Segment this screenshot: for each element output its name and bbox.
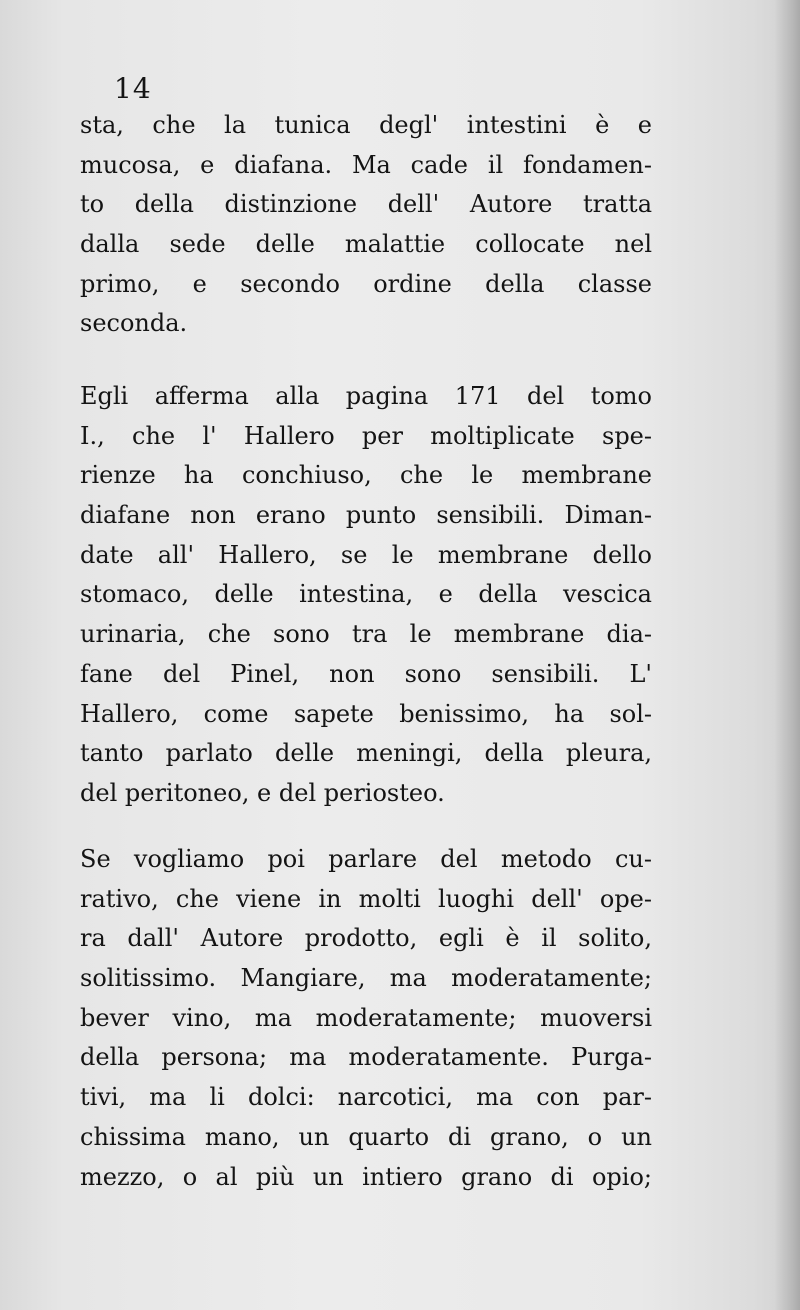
text-line: dalla sede delle malattie collocate nel	[80, 230, 652, 259]
page-number: 14	[114, 72, 152, 105]
text-line: stomaco, delle intestina, e della vescica	[80, 580, 652, 609]
text-line: solitissimo. Mangiare, ma moderatamente;	[80, 964, 652, 993]
text-line: seconda.	[80, 309, 188, 338]
text-line: sta, che la tunica degl' intestini è e	[80, 111, 652, 139]
text-line: mezzo, o al più un intiero grano di opio;	[80, 1162, 652, 1191]
text-line: fane del Pinel, non sono sensibili. L'	[80, 659, 652, 688]
text-line: Se vogliamo poi parlare del metodo cu-	[80, 845, 652, 873]
text-line: urinaria, che sono tra le membrane dia-	[80, 620, 652, 649]
text-line: diafane non erano punto sensibili. Diman-	[80, 501, 652, 530]
paragraph-2	[80, 377, 652, 814]
page-edge-shadow	[774, 0, 800, 1310]
text-line: mucosa, e diafana. Ma cade il fondamen-	[80, 150, 652, 179]
text-line: date all' Hallero, se le membrane dello	[80, 540, 652, 569]
text-line: I., che l' Hallero per moltiplicate spe-	[80, 421, 652, 450]
text-line: primo, e secondo ordine della classe	[80, 269, 652, 298]
text-line: Egli afferma alla pagina 171 del tomo	[80, 382, 652, 410]
text-line: del peritoneo, e del periosteo.	[80, 778, 445, 807]
text-line: tanto parlato delle meningi, della pleura,	[80, 739, 652, 768]
text-line: ra dall' Autore prodotto, egli è il solito,	[80, 924, 652, 953]
text-line: bever vino, ma moderatamente; muoversi	[80, 1003, 652, 1032]
text-line: tivi, ma li dolci: narcotici, ma con par-	[80, 1083, 652, 1112]
text-line: chissima mano, un quarto di grano, o un	[80, 1122, 652, 1151]
text-line: rativo, che viene in molti luoghi dell' ope-	[80, 884, 652, 913]
paragraph-3	[80, 840, 652, 1197]
text-line: to della distinzione dell' Autore tratta	[80, 190, 652, 219]
text-line: rienze ha conchiuso, che le membrane	[80, 461, 652, 490]
paragraph-1	[80, 106, 652, 344]
text-line: della persona; ma moderatamente. Purga-	[80, 1043, 652, 1072]
text-line: Hallero, come sapete benissimo, ha sol-	[80, 699, 652, 728]
